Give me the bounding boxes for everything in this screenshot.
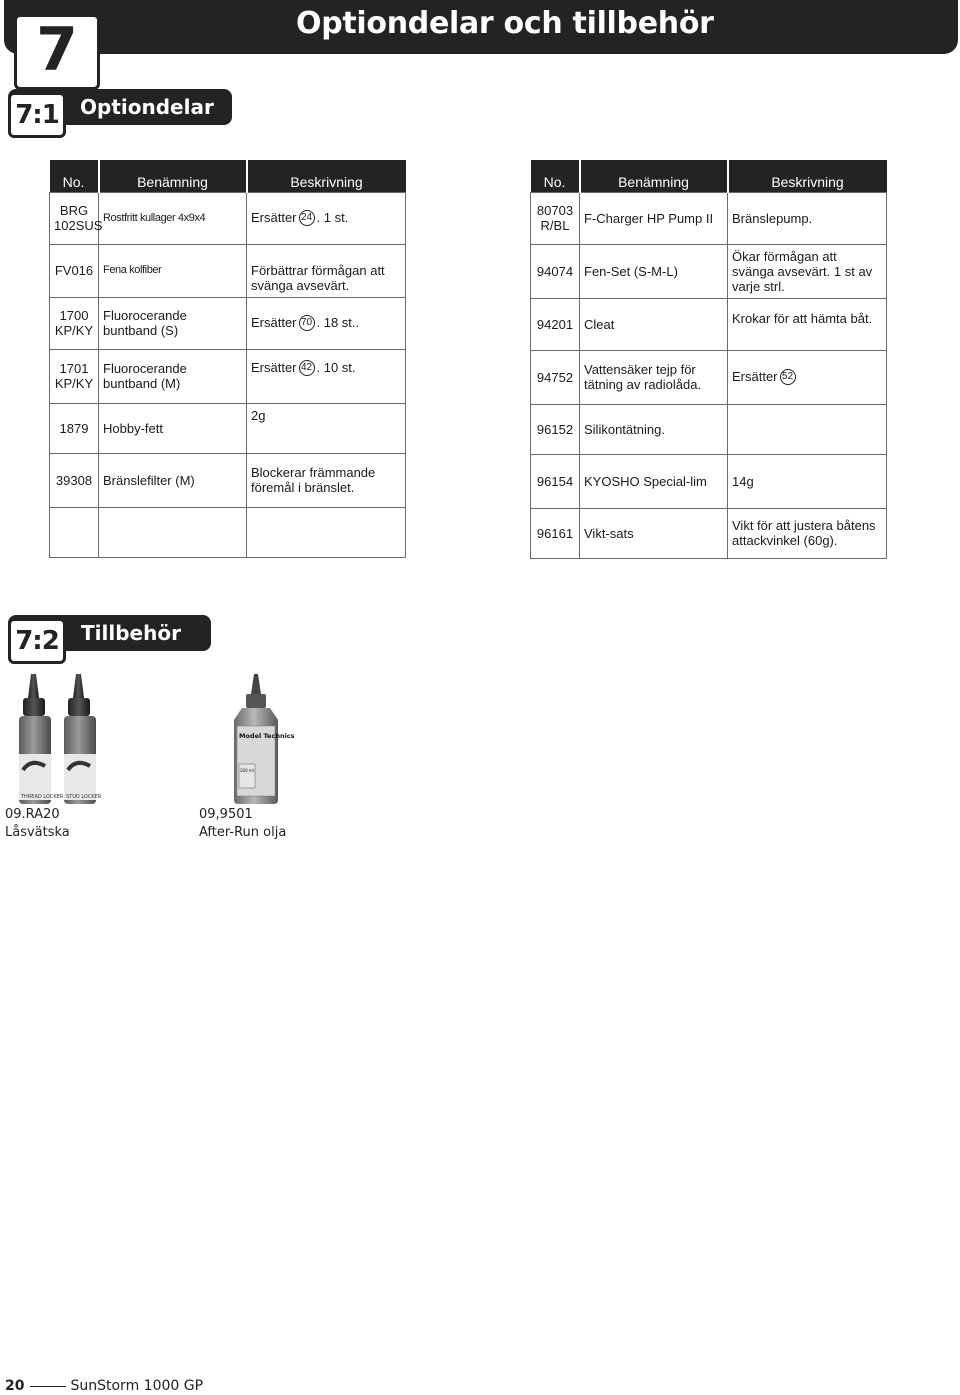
part-number: 39308	[50, 453, 99, 507]
table-row	[531, 244, 887, 298]
part-number: 1879	[50, 403, 99, 453]
part-number: 96152	[531, 404, 580, 454]
part-name: Cleat	[580, 298, 728, 350]
part-description: Blockerar främmande föremål i bränslet.	[247, 453, 406, 507]
bottle-label-text: STUD LOCKER	[66, 794, 102, 800]
part-number	[531, 192, 580, 244]
description-text: Ersätter	[251, 314, 297, 330]
table-row	[531, 192, 887, 244]
accessory-code: 09.RA20	[5, 807, 60, 822]
table-row	[50, 403, 406, 453]
part-number	[50, 297, 99, 349]
part-name: Fen-Set (S-M-L)	[580, 244, 728, 298]
description-text: Ersätter	[251, 359, 297, 375]
part-number: 94074	[531, 244, 580, 298]
part-number-text: 1701 KP/KY	[54, 361, 94, 391]
page-number: 20	[5, 1378, 25, 1394]
table-row	[50, 349, 406, 403]
part-description	[728, 404, 887, 454]
bottle-volume-text: 200 ml	[240, 768, 254, 773]
section-2-title: Tillbehör	[81, 621, 181, 645]
column-header-name: Benämning	[99, 160, 247, 192]
part-name: Fena kolfiber	[99, 244, 247, 297]
part-description	[247, 349, 406, 403]
description-suffix: . 1 st.	[316, 209, 349, 225]
part-name: Fluorocerande buntband (M)	[99, 349, 247, 403]
accessory-name: After-Run olja	[199, 825, 287, 840]
chapter-number: 7	[36, 15, 78, 85]
part-name: Vikt-sats	[580, 508, 728, 558]
part-name: Fluorocerande buntband (S)	[99, 297, 247, 349]
part-description	[247, 192, 406, 244]
section-1-number-box	[8, 92, 66, 138]
part-description: Förbättrar förmågan att svänga avsevärt.	[247, 244, 406, 297]
part-number: 96161	[531, 508, 580, 558]
footer-divider	[30, 1386, 66, 1387]
description-suffix: . 10 st.	[316, 359, 356, 375]
part-number	[50, 192, 103, 244]
table-row	[50, 192, 406, 244]
chapter-number-box	[14, 14, 100, 90]
reference-number-badge: 42	[299, 360, 315, 376]
parts-table-right	[530, 160, 887, 559]
part-description	[247, 297, 406, 349]
part-number-text: BRG 102SUS	[54, 203, 103, 233]
table-row	[531, 350, 887, 404]
table-row	[531, 404, 887, 454]
reference-number-badge: 70	[299, 315, 315, 331]
part-description: 2g	[247, 403, 406, 453]
part-number-text: 80703 R/BL	[536, 203, 574, 233]
chapter-header-bar	[4, 0, 958, 54]
bottle-label-text: THREAD LOCKER	[21, 794, 64, 800]
accessory-name: Låsvätska	[5, 825, 70, 840]
part-name: F-Charger HP Pump II	[580, 192, 728, 244]
page-footer	[5, 1378, 203, 1394]
table-row	[531, 508, 887, 558]
part-description: Krokar för att hämta båt.	[728, 298, 887, 350]
part-name: Hobby-fett	[99, 403, 247, 453]
description-text: Ersätter	[251, 209, 297, 225]
part-name: Silikontätning.	[580, 404, 728, 454]
part-description: 14g	[728, 454, 887, 508]
chapter-title: Optiondelar och tillbehör	[296, 6, 714, 41]
section-1-title: Optiondelar	[80, 95, 214, 119]
part-number: 94752	[531, 350, 580, 404]
after-run-oil-bottle-image	[228, 672, 295, 806]
table-row	[50, 453, 406, 507]
parts-table-left	[49, 160, 406, 558]
reference-number-badge: 52	[780, 369, 796, 385]
table-row	[50, 297, 406, 349]
accessory-code: 09,9501	[199, 807, 253, 822]
part-number: 94201	[531, 298, 580, 350]
part-name	[99, 507, 247, 557]
column-header-no: No.	[50, 160, 99, 192]
product-name: SunStorm 1000 GP	[70, 1378, 204, 1394]
table-row	[50, 507, 406, 557]
part-name: Vattensäker tejp för tätning av radiolåda.	[580, 350, 728, 404]
part-number-text: 1700 KP/KY	[54, 308, 94, 338]
description-suffix: . 18 st..	[316, 314, 360, 330]
table-row	[531, 298, 887, 350]
part-description: Vikt för att justera båtens attackvinkel (60g).	[728, 508, 887, 558]
section-2-number: 7:2	[15, 626, 59, 656]
column-header-description: Beskrivning	[247, 160, 406, 192]
part-number	[50, 349, 99, 403]
part-name: Bränslefilter (M)	[99, 453, 247, 507]
table-row	[50, 244, 406, 297]
column-header-description: Beskrivning	[728, 160, 887, 192]
part-number: 96154	[531, 454, 580, 508]
description-text: Ersätter	[732, 368, 778, 384]
table-row	[531, 454, 887, 508]
thread-locker-bottles-image	[14, 672, 104, 806]
part-name: Rostfritt kullager 4x9x4	[99, 192, 247, 244]
column-header-name: Benämning	[580, 160, 728, 192]
part-description: Ökar förmågan att svänga avsevärt. 1 st av varje strl.	[728, 244, 887, 298]
part-number: FV016	[50, 244, 99, 297]
reference-number-badge: 24	[299, 210, 315, 226]
section-2-number-box	[8, 618, 66, 664]
column-header-no: No.	[531, 160, 580, 192]
part-name: KYOSHO Special-lim	[580, 454, 728, 508]
part-description	[247, 507, 406, 557]
part-description: Bränslepump.	[728, 192, 887, 244]
section-1-number: 7:1	[15, 100, 59, 130]
part-number	[50, 507, 99, 557]
part-description	[728, 350, 887, 404]
bottle-brand-text: Model Technics	[239, 732, 295, 740]
